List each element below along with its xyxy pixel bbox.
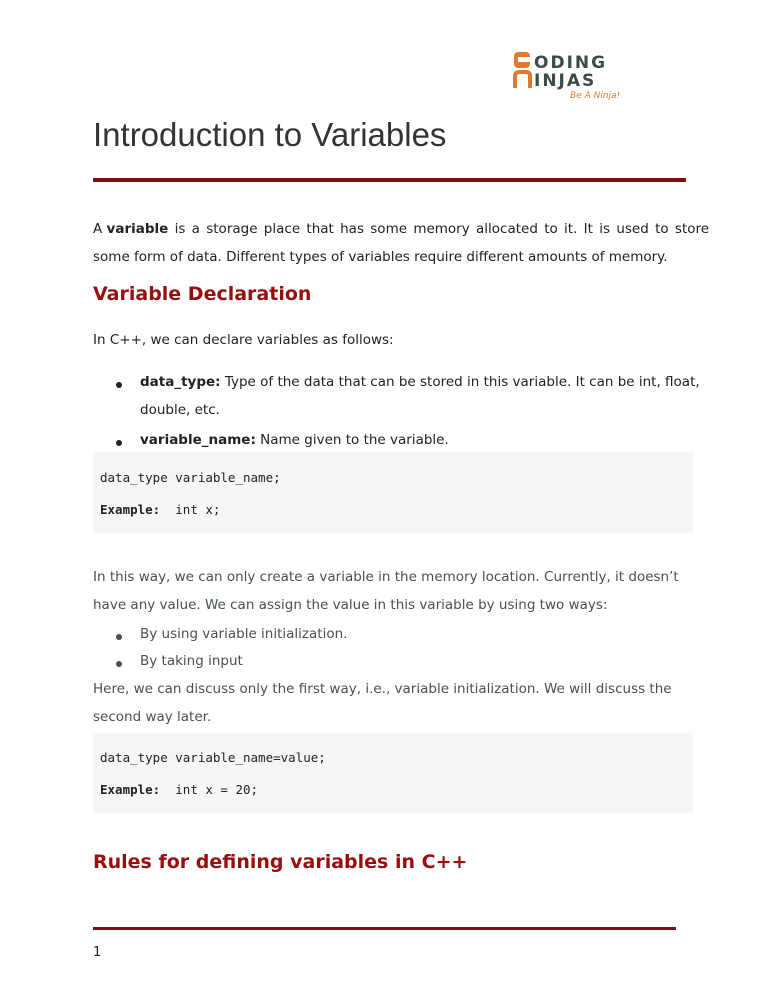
svg-text:INJAS: INJAS	[534, 71, 597, 91]
bullet-continuation: double, etc.	[140, 402, 220, 418]
page-title: Introduction to Variables	[93, 116, 447, 153]
code-example	[100, 502, 220, 517]
code-line: data_type variable_name=value;	[100, 750, 326, 765]
code-line: data_type variable_name;	[100, 470, 281, 485]
title-divider	[93, 178, 686, 182]
intro-line-2: some form of data. Different types of variables require different amounts of memory.	[93, 249, 668, 265]
bullet-icon	[116, 661, 122, 667]
text: A	[93, 221, 107, 237]
bullet-input: By taking input	[140, 653, 243, 669]
code-example	[100, 782, 258, 797]
bullet-icon	[116, 440, 122, 446]
bullet-variable-name	[140, 432, 449, 448]
code-block	[93, 452, 693, 533]
svg-text:ODING: ODING	[534, 53, 608, 73]
svg-text:Be A Ninja!: Be A Ninja!	[570, 91, 621, 100]
desc: Name given to the variable.	[255, 432, 449, 448]
declare-text: In C++, we can declare variables as follows:	[93, 332, 394, 348]
intro-line-1	[93, 221, 709, 237]
para-line-3: Here, we can discuss only the first way, i.e., variable initialization. We will discuss the	[93, 681, 672, 697]
code-block	[93, 733, 693, 813]
example-label: Example:	[100, 502, 161, 517]
term-variable: variable	[106, 221, 169, 237]
section-heading: Rules for defining variables in C++	[93, 851, 468, 873]
term: variable_name:	[140, 432, 256, 448]
term: data_type:	[140, 374, 221, 390]
example-code: int x;	[175, 502, 221, 517]
example-label: Example:	[100, 782, 161, 797]
example-code: int x = 20;	[175, 782, 259, 797]
para-line-1: In this way, we can only create a variable in the memory location. Currently, it doesn’t	[93, 569, 679, 585]
bullet-icon	[116, 382, 122, 388]
desc: Type of the data that can be stored in this variable. It can be int, float,	[220, 374, 700, 390]
section-heading: Variable Declaration	[93, 283, 312, 305]
bullet-initialization: By using variable initialization.	[140, 626, 348, 642]
bullet-icon	[116, 634, 122, 640]
bullet-data-type	[140, 374, 700, 390]
text: is a storage place that has some memory allocated to it. It is used to store	[168, 221, 710, 237]
para-line-2: have any value. We can assign the value in this variable by using two ways:	[93, 597, 608, 613]
coding-ninjas-logo	[512, 48, 632, 100]
footer-divider	[93, 927, 676, 930]
page-number: 1	[93, 945, 102, 960]
para-line-4: second way later.	[93, 709, 212, 725]
